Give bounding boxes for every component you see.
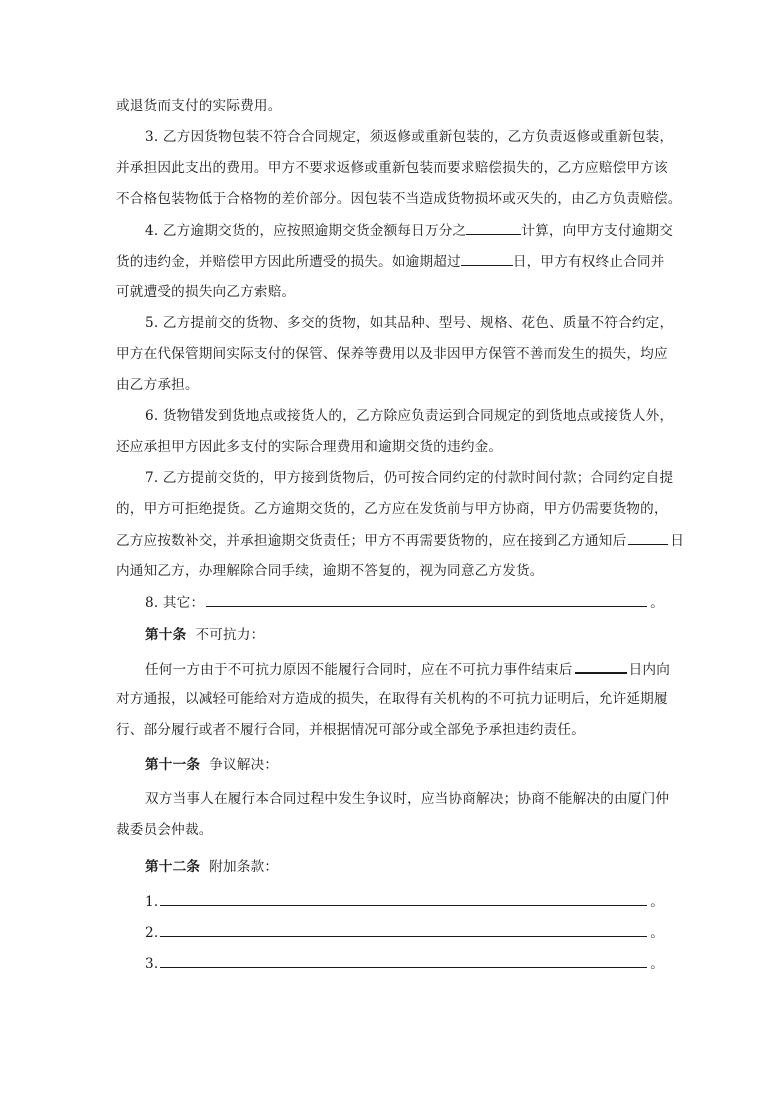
article-12-heading — [145, 857, 664, 877]
clause-4-text-d: 日，甲方有权终止合同并 — [512, 254, 665, 270]
additional-term-2 — [145, 922, 664, 943]
clause-8-label: 8. 其它： — [145, 595, 205, 611]
rate-blank[interactable] — [466, 220, 521, 235]
article-11-line-1: 双方当事人在履行本合同过程中发生争议时，应当协商解决；协商不能解决的由厦门仲 — [145, 791, 670, 807]
clause-3-line-2: 并承担因此支出的费用。甲方不要求返修或重新包装而要求赔偿损失的，乙方应赔偿甲方该 — [116, 160, 668, 176]
term-1-blank[interactable] — [160, 891, 647, 906]
article-10-text-b: 日内向 — [628, 662, 670, 678]
article-11-number: 第十一条 — [145, 757, 201, 773]
additional-term-3 — [145, 953, 664, 974]
clause-7-text-a: 乙方应按数补交，并承担逾期交货责任；甲方不再需要货物的，应在接到乙方通知后 — [116, 533, 627, 549]
article-10-text-a: 任何一方由于不可抗力原因不能履行合同时，应在不可抗力事件结束后 — [145, 662, 573, 678]
clause-7-line-1: 7. 乙方提前交货的，甲方接到货物后，仍可按合同约定的付款时间付款；合同约定自提 — [145, 470, 674, 486]
text-line: 或退货而支付的实际费用。 — [116, 98, 282, 114]
clause-3-line-1: 3. 乙方因货物包装不符合合同规定，须返修或重新包装的，乙方负责返修或重新包装， — [145, 129, 674, 145]
clause-3-line-3: 不合格包装物低于合格物的差价部分。因包装不当造成货物损坏或灭失的，由乙方负责赔偿。 — [116, 191, 682, 207]
article-10-line-3: 行、部分履行或者不履行合同，并根据情况可部分或全部免予承担违约责任。 — [116, 722, 585, 738]
clause-4-line-1 — [145, 220, 674, 241]
clause-8-line — [145, 592, 664, 613]
term-1-number: 1. — [145, 894, 159, 910]
clause-7-line-4: 内通知乙方，办理解除合同手续，逾期不答复的，视为同意乙方发货。 — [116, 563, 544, 579]
article-10-heading — [145, 625, 664, 645]
force-majeure-days-blank[interactable] — [575, 658, 627, 674]
term-2-number: 2. — [145, 925, 159, 941]
article-12-title: 附加条款： — [209, 859, 279, 875]
clause-7-line-2: 的，甲方可拒绝提货。乙方逾期交货的，乙方应在发货前与甲方协商，甲方仍需要货物的， — [116, 501, 668, 517]
clause-4-line-3: 可就遭受的损失向乙方索赔。 — [116, 284, 296, 300]
article-11-line-2: 裁委员会仲裁。 — [116, 822, 213, 838]
clause-6-line-1: 6. 货物错发到货地点或接货人的，乙方除应负责运到合同规定的到货地点或接货人外， — [145, 408, 674, 424]
article-10-number: 第十条 — [145, 627, 187, 643]
other-terms-blank[interactable] — [206, 592, 647, 607]
clause-4-line-2 — [116, 251, 664, 272]
clause-7-line-3 — [116, 530, 685, 551]
notice-days-blank[interactable] — [628, 530, 668, 545]
period: 。 — [650, 925, 664, 941]
clause-5-line-3: 由乙方承担。 — [116, 377, 199, 393]
term-3-blank[interactable] — [160, 953, 647, 968]
article-12-number: 第十二条 — [145, 859, 201, 875]
period: 。 — [650, 595, 664, 611]
period: 。 — [650, 956, 664, 972]
clause-4-text-b: 计算，向甲方支付逾期交 — [521, 223, 674, 239]
clause-7-text-b: 日 — [670, 533, 685, 549]
clause-4-text-c: 货的违约金，并赔偿甲方因此所遭受的损失。如逾期超过 — [116, 254, 461, 270]
additional-term-1 — [145, 891, 664, 912]
days-blank[interactable] — [461, 251, 513, 266]
term-2-blank[interactable] — [160, 922, 647, 937]
article-10-line-2: 对方通报，以减轻可能给对方造成的损失，在取得有关机构的不可抗力证明后，允许延期履 — [116, 691, 668, 707]
period: 。 — [650, 894, 664, 910]
term-3-number: 3. — [145, 956, 159, 972]
clause-4-text-a: 4. 乙方逾期交货的，应按照逾期交货金额每日万分之 — [145, 223, 467, 239]
clause-5-line-2: 甲方在代保管期间实际支付的保管、保养等费用以及非因甲方保管不善而发生的损失，均应 — [116, 346, 668, 362]
article-11-heading — [145, 755, 664, 775]
clause-5-line-1: 5. 乙方提前交的货物、多交的货物，如其品种、型号、规格、花色、质量不符合约定， — [145, 315, 674, 331]
article-10-line-1 — [145, 658, 670, 680]
article-11-title: 争议解决： — [209, 757, 279, 773]
article-10-title: 不可抗力： — [195, 627, 265, 643]
clause-6-line-2: 还应承担甲方因此多支付的实际合理费用和逾期交货的违约金。 — [116, 439, 503, 455]
